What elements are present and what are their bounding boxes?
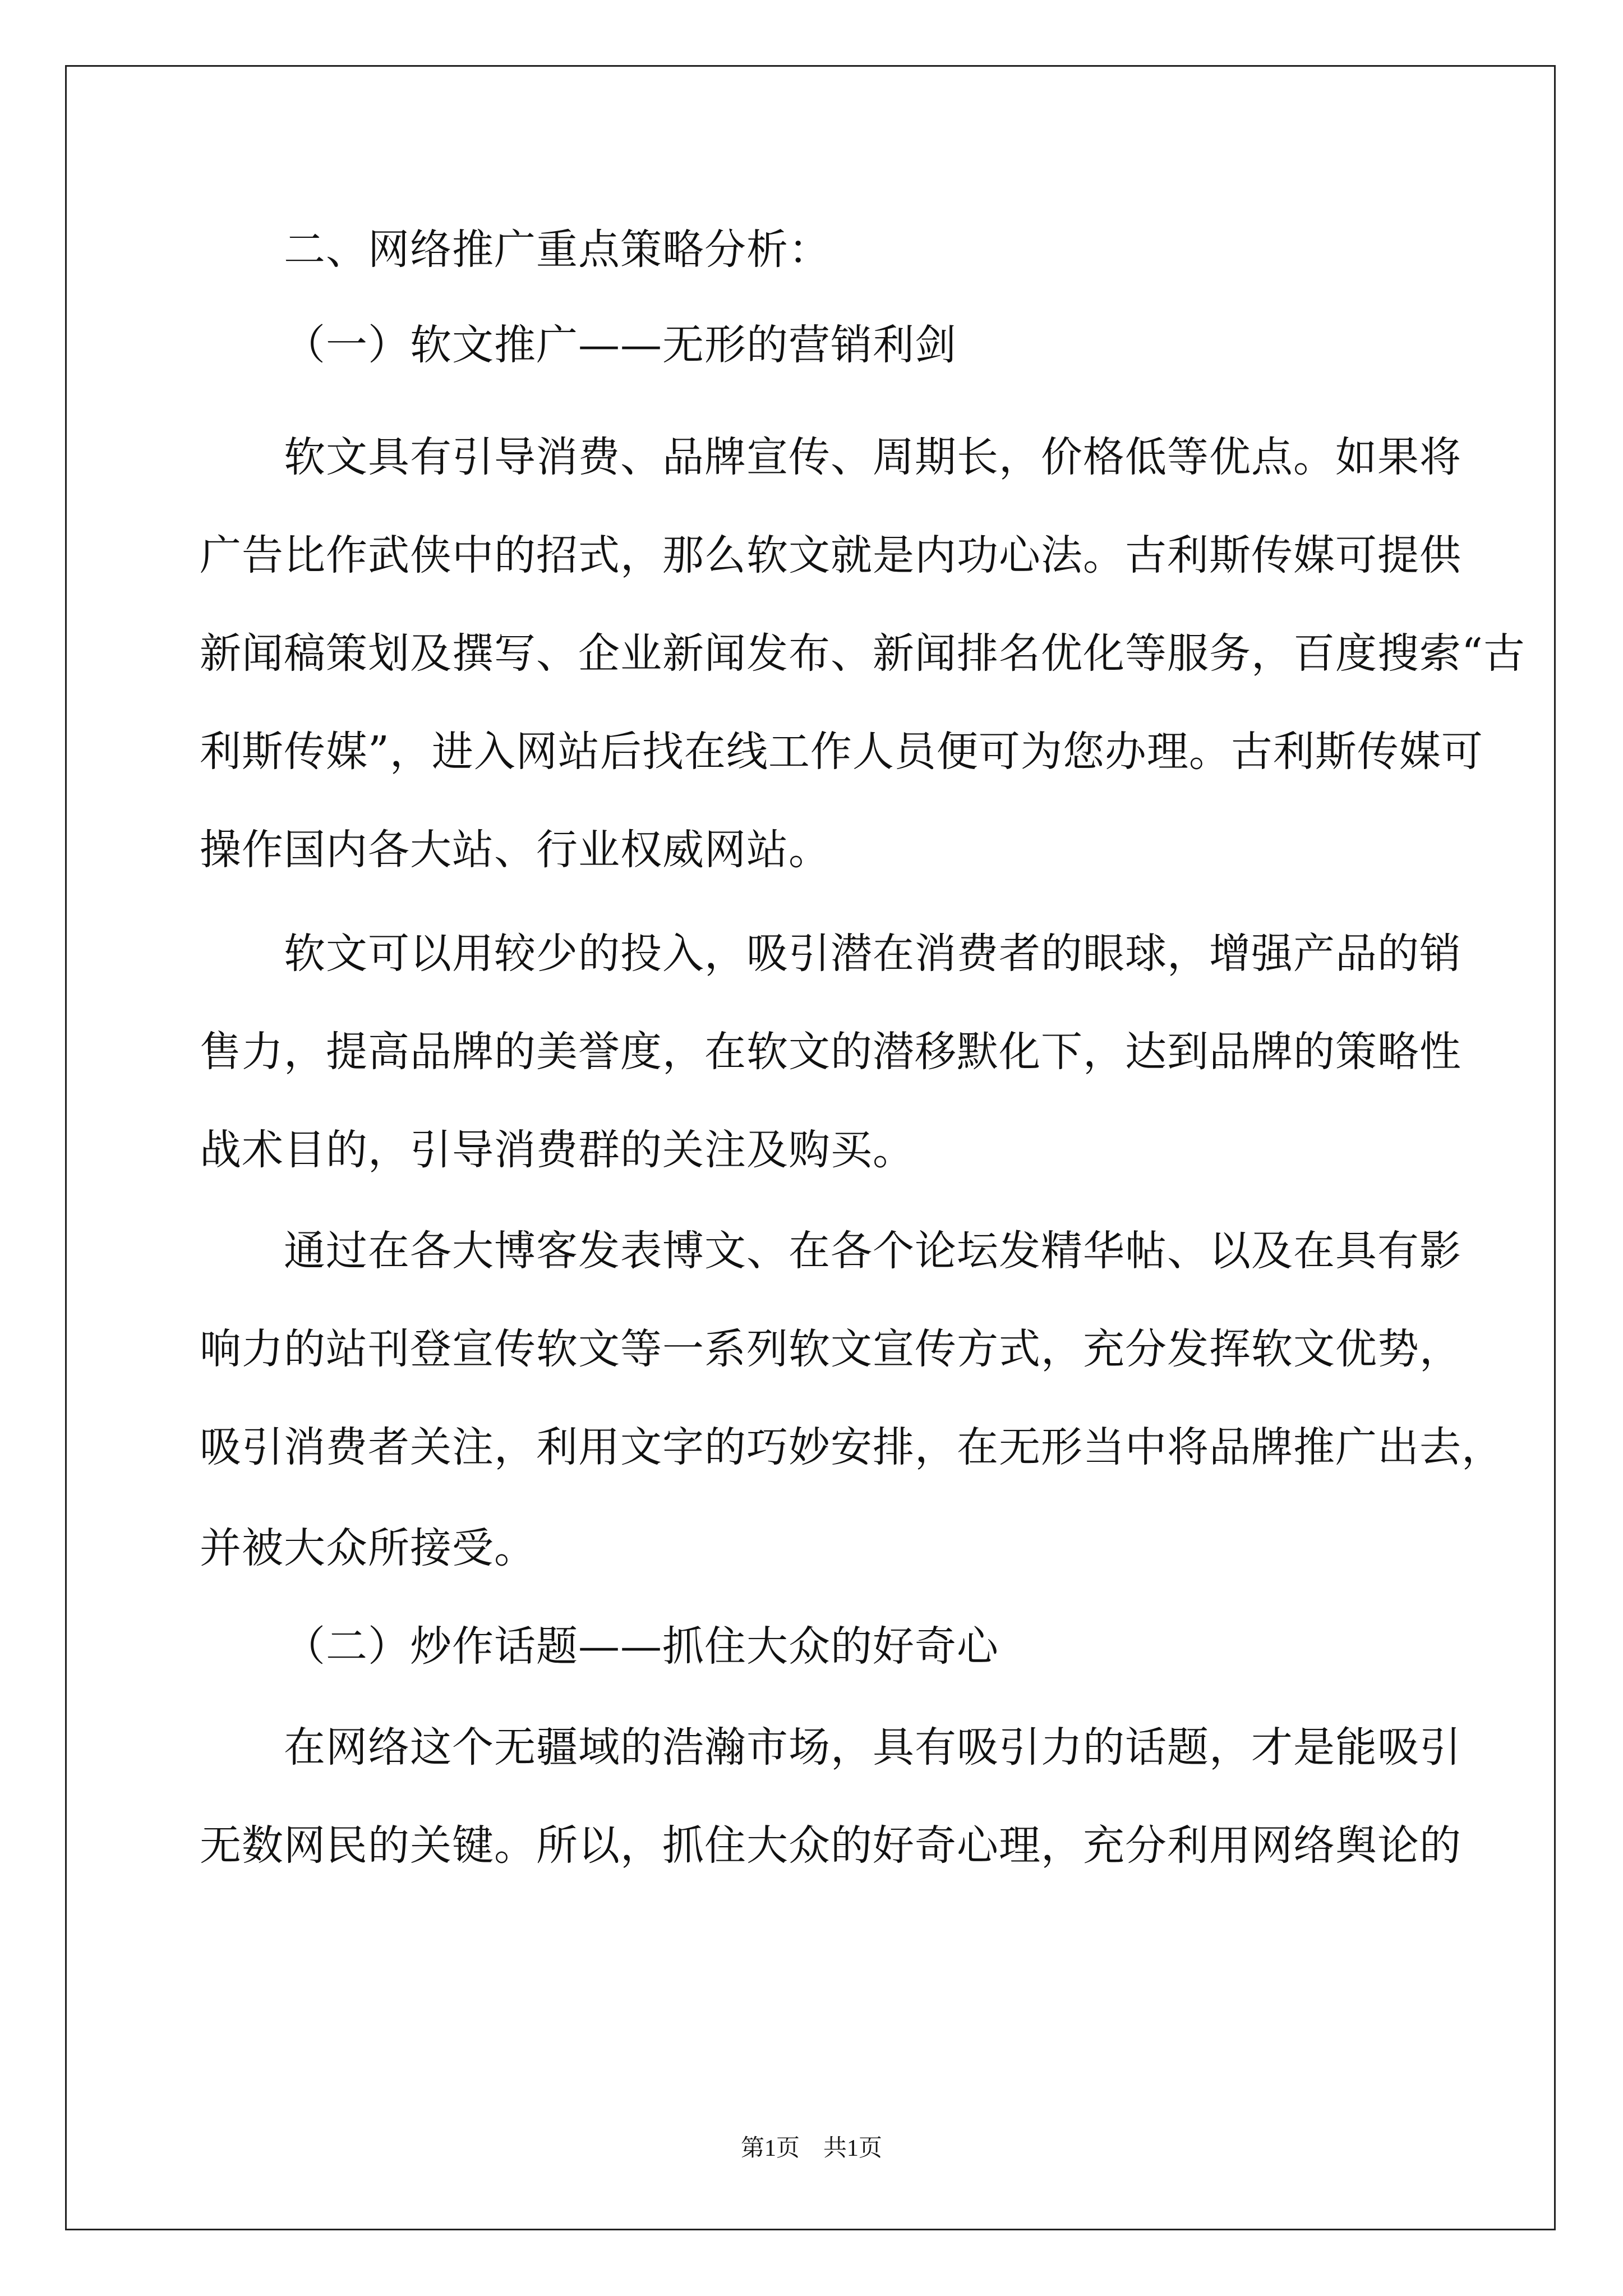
paragraph-line: 软文具有引导消费、品牌宣传、周期长，价格低等优点。如果将 [284, 433, 1461, 481]
paragraph-line: 软文可以用较少的投入，吸引潜在消费者的眼球，增强产品的销 [284, 930, 1461, 978]
paragraph-line: 新闻稿策划及撰写、企业新闻发布、新闻排名优化等服务，百度搜索“古 [200, 629, 1525, 678]
paragraph-line: 操作国内各大站、行业权威网站。 [200, 826, 831, 874]
paragraph-line: 通过在各大博客发表博文、在各个论坛发精华帖、以及在具有影 [284, 1227, 1461, 1275]
paragraph-line: 响力的站刊登宣传软文等一系列软文宣传方式，充分发挥软文优势， [200, 1325, 1461, 1373]
paragraph-line: 售力，提高品牌的美誉度，在软文的潜移默化下，达到品牌的策略性 [200, 1028, 1461, 1076]
subheading-1: （一）软文推广——无形的营销利剑 [284, 321, 957, 369]
paragraph-line: 利斯传媒”，进入网站后找在线工作人员便可为您办理。古利斯传媒可 [200, 728, 1483, 776]
paragraph-line: 战术目的，引导消费群的关注及购买。 [200, 1126, 915, 1174]
page-number: 第1页 共1页 [740, 2136, 882, 2161]
paragraph-line: 广告比作武侠中的招式，那么软文就是内功心法。古利斯传媒可提供 [200, 531, 1461, 579]
paragraph-line: 并被大众所接受。 [200, 1524, 536, 1572]
paragraph-line: 无数网民的关键。所以，抓住大众的好奇心理，充分利用网络舆论的 [200, 1821, 1461, 1870]
paragraph-line: 吸引消费者关注，利用文字的巧妙安排，在无形当中将品牌推广出去， [200, 1423, 1504, 1471]
heading-section-2: 二、网络推广重点策略分析： [284, 226, 831, 274]
paragraph-line: 在网络这个无疆域的浩瀚市场，具有吸引力的话题，才是能吸引 [284, 1723, 1461, 1772]
subheading-2: （二）炒作话题——抓住大众的好奇心 [284, 1622, 999, 1671]
